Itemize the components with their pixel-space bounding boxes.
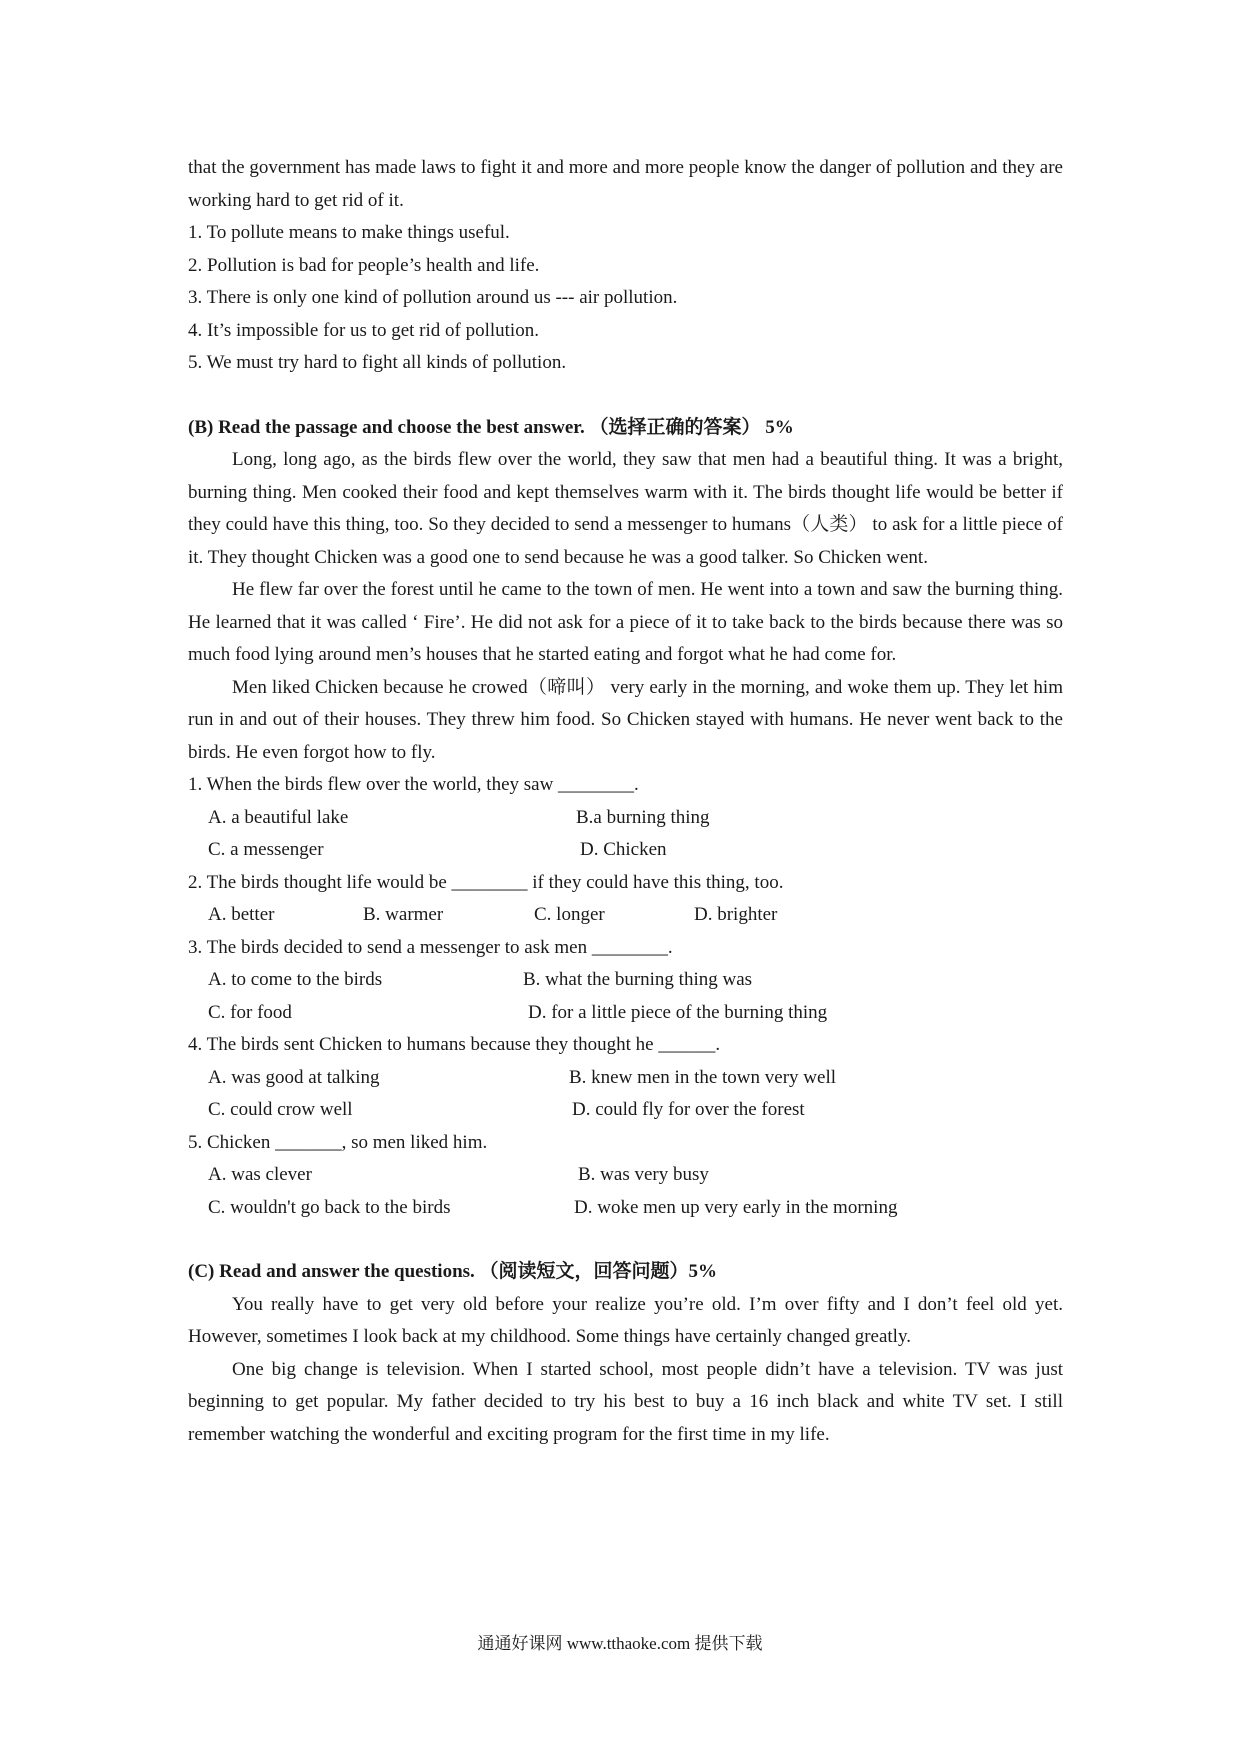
- option-a: A. better: [208, 904, 275, 925]
- statement-3: 3. There is only one kind of pollution around us --- air pollution.: [188, 287, 678, 308]
- section-b-heading: (B) Read the passage and choose the best answer. （选择正确的答案） 5%: [188, 416, 794, 438]
- question-4-options-row-2: [188, 1094, 1063, 1127]
- question-3: 3. The birds decided to send a messenger to ask men ________.: [188, 936, 673, 958]
- statement-1: 1. To pollute means to make things useful.: [188, 222, 510, 243]
- question-4-options-row-1: [188, 1062, 1063, 1095]
- page-footer: 通通好课网 www.tthaoke.com 提供下载: [477, 1634, 763, 1653]
- question-5-options-row-1: [188, 1159, 1063, 1192]
- option-c: C. longer: [534, 904, 605, 925]
- statement-5: 5. We must try hard to fight all kinds of pollution.: [188, 352, 567, 373]
- passage-continuation: that the government has made laws to fight it and more and more people know the danger of pollution and they are working hard to get rid of it.: [188, 157, 1063, 211]
- option-b: B. knew men in the town very well: [569, 1066, 837, 1088]
- passage-b-paragraph-2: He flew far over the forest until he came to the town of men. He went into a town and saw the burning thing. He learned that it was called ‘ Fire’. He did not ask for a piece of it to take back to the birds because there was so much food lying around men’s houses that he started eating and forgot what he had come for.: [188, 579, 1063, 665]
- question-1: 1. When the birds flew over the world, they saw ________.: [188, 774, 639, 795]
- passage-b-paragraph-3: Men liked Chicken because he crowed（啼叫） very early in the morning, and woke them up. They let him run in and out of their houses. They threw him food. So Chicken stayed with humans. He never went back to the birds. He even forgot how to fly.: [188, 676, 1063, 763]
- question-1-options-row-2: [188, 834, 1063, 867]
- option-c: C. for food: [208, 1001, 292, 1023]
- section-c-heading: (C) Read and answer the questions. （阅读短文，回答问题）5%: [188, 1261, 718, 1282]
- option-b: B. warmer: [363, 904, 444, 925]
- question-3-options-row-1: [188, 964, 1063, 997]
- passage-c-paragraph-2: One big change is television. When I started school, most people didn’t have a television. TV was just beginning to get popular. My father decided to try his best to buy a 16 inch black and white TV set. I still remember watching the wonderful and exciting program for the first time in my life.: [188, 1358, 1063, 1445]
- option-b: B. was very busy: [578, 1164, 709, 1185]
- option-d: D. could fly for over the forest: [572, 1099, 805, 1120]
- statement-2: 2. Pollution is bad for people’s health and life.: [188, 254, 540, 276]
- question-2-options: [188, 899, 1063, 932]
- option-c: C. could crow well: [208, 1099, 353, 1120]
- option-d: D. woke men up very early in the morning: [574, 1196, 898, 1218]
- statement-4: 4. It’s impossible for us to get rid of pollution.: [188, 319, 539, 341]
- option-a: A. was good at talking: [208, 1066, 380, 1088]
- option-b: B.a burning thing: [576, 806, 710, 828]
- option-a: A. was clever: [208, 1164, 312, 1185]
- passage-b-paragraph-1: Long, long ago, as the birds flew over the world, they saw that men had a beautiful thing. It was a bright, burning thing. Men cooked their food and kept themselves warm with it. The birds thought life would be better if they could have this thing, too. So they decided to send a messenger to humans（人类） to ask for a little piece of it. They thought Chicken was a good one to send because he was a good talker. So Chicken went.: [188, 449, 1063, 568]
- option-b: B. what the burning thing was: [523, 969, 753, 990]
- option-a: A. a beautiful lake: [208, 806, 349, 828]
- option-d: D. for a little piece of the burning thing: [528, 1001, 828, 1023]
- question-1-options-row-1: [188, 802, 1063, 835]
- passage-c-paragraph-1: You really have to get very old before your realize you’re old. I’m over fifty and I don’t feel old yet. However, sometimes I look back at my childhood. Some things have certainly changed greatly.: [188, 1293, 1063, 1347]
- question-2: 2. The birds thought life would be ________ if they could have this thing, too.: [188, 871, 784, 893]
- option-c: C. wouldn't go back to the birds: [208, 1196, 451, 1218]
- question-5-options-row-2: [188, 1192, 1063, 1225]
- option-a: A. to come to the birds: [208, 969, 383, 990]
- question-3-options-row-2: [188, 997, 1063, 1030]
- question-4: 4. The birds sent Chicken to humans because they thought he ______.: [188, 1034, 721, 1055]
- option-d: D. brighter: [694, 904, 778, 925]
- option-c: C. a messenger: [208, 839, 324, 860]
- page-content: [188, 152, 1063, 1451]
- question-5: 5. Chicken _______, so men liked him.: [188, 1131, 488, 1153]
- option-d: D. Chicken: [580, 839, 667, 860]
